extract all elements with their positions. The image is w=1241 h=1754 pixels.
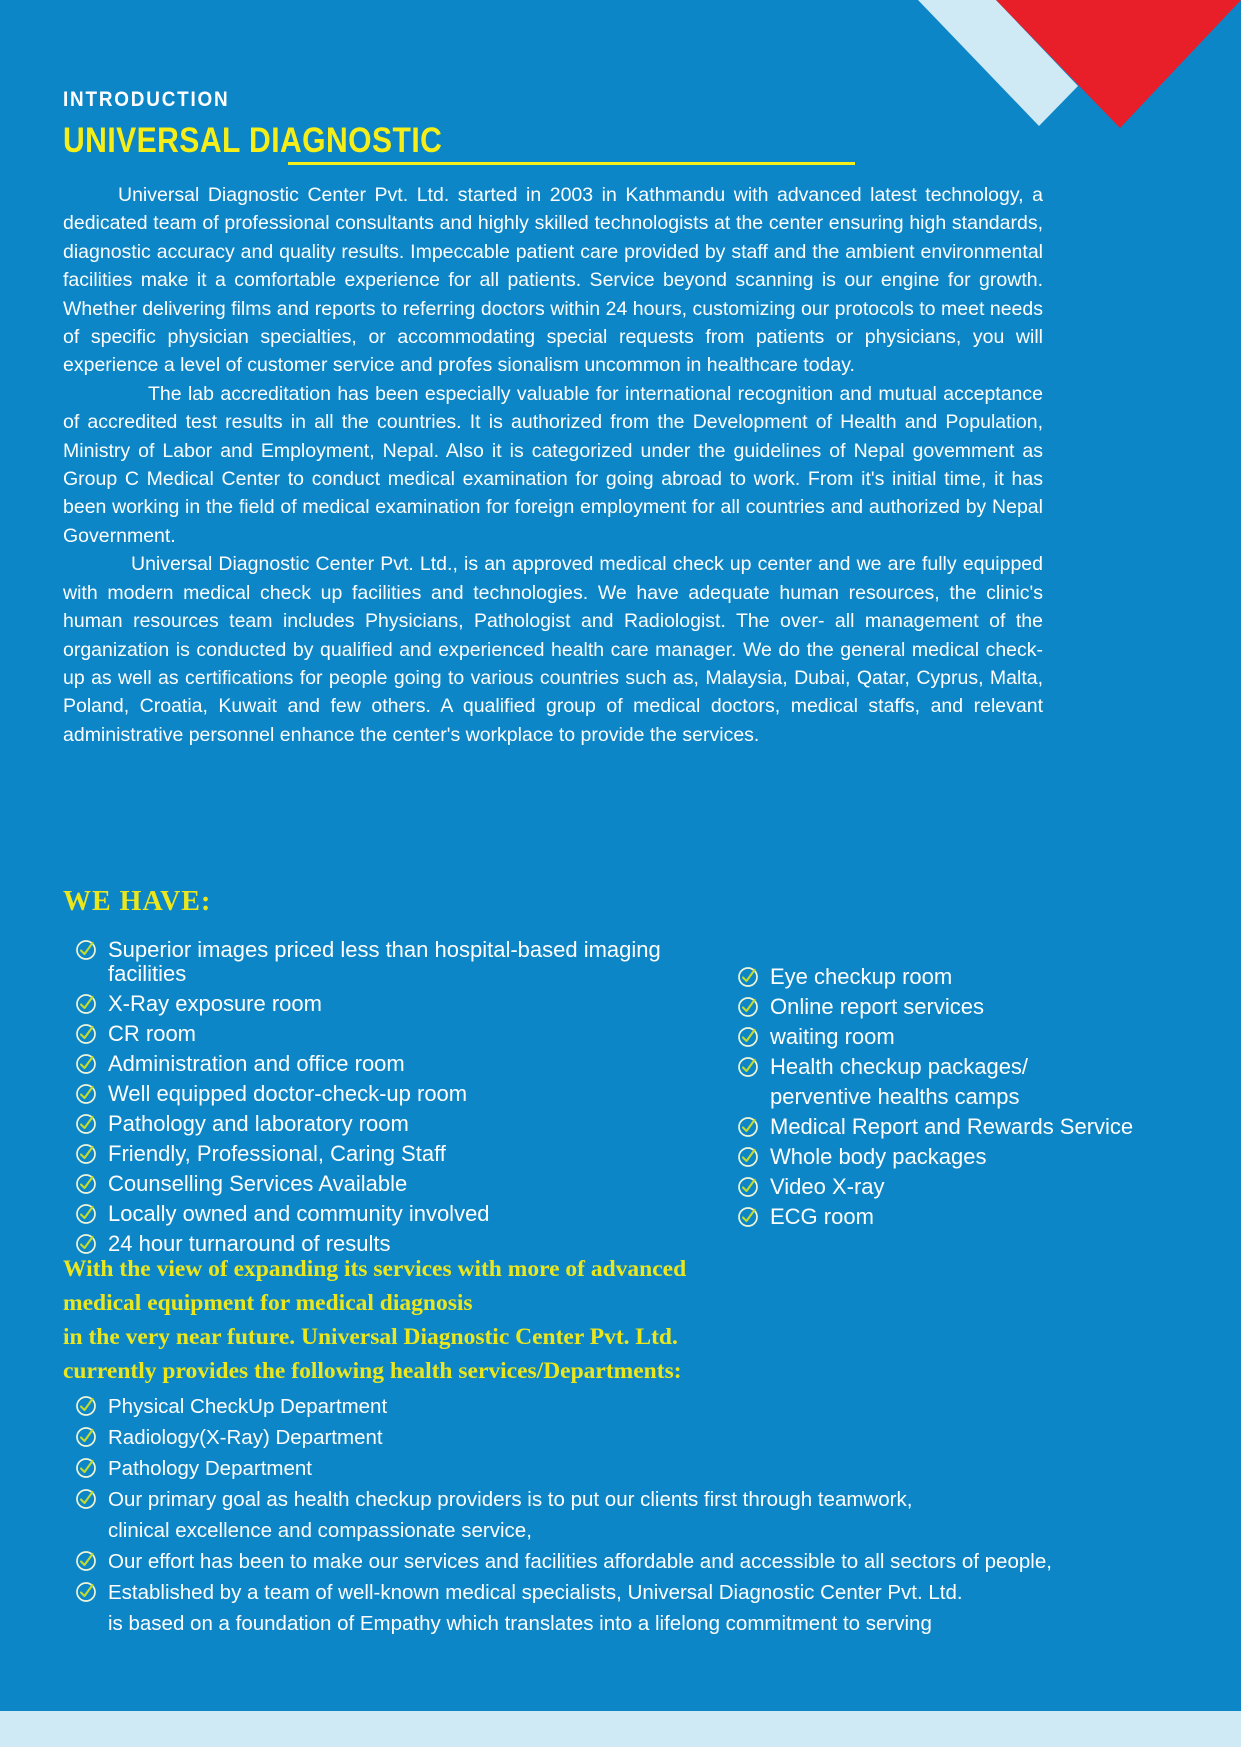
list-item: [75, 1082, 735, 1106]
list-item: [737, 1205, 1197, 1229]
list-item-label: ECG room: [770, 1204, 874, 1229]
check-circle-icon: [737, 1056, 759, 1078]
list-item-label: perventive healths camps: [770, 1084, 1020, 1109]
list-item-label: Well equipped doctor-check-up room: [108, 1081, 468, 1106]
check-circle-icon: [75, 939, 97, 961]
list-item-label: Counselling Services Available: [108, 1171, 408, 1196]
list-item: [737, 995, 1197, 1019]
check-circle-icon: [75, 1457, 97, 1479]
check-circle-icon: [75, 1203, 97, 1225]
list-item-label: Our effort has been to make our services and facilities affordable and accessible to all sectors of people,: [108, 1550, 1052, 1573]
list-item: [737, 1055, 1197, 1079]
intro-copy: [63, 181, 1043, 749]
list-item-label: Administration and office room: [108, 1051, 405, 1076]
list-item-label: Superior images priced less than hospital-based imaging facilities: [108, 937, 661, 986]
bottom-band-white: [0, 1747, 1241, 1754]
list-item-label: Online report services: [770, 994, 984, 1019]
list-item-label: X-Ray exposure room: [108, 991, 322, 1016]
facilities-list-right: [737, 965, 1197, 1235]
list-item-continuation: [75, 1611, 1205, 1636]
check-circle-icon: [737, 1206, 759, 1228]
section-eyebrow: INTRODUCTION: [63, 88, 230, 111]
check-circle-icon: [75, 1143, 97, 1165]
check-circle-icon: [737, 966, 759, 988]
list-item-label: 24 hour turnaround of results: [108, 1231, 391, 1256]
check-circle-icon: [75, 1488, 97, 1510]
list-item-label: Established by a team of well-known medical specialists, Universal Diagnostic Center Pvt. Ltd.: [108, 1581, 963, 1604]
we-have-heading: WE HAVE:: [63, 886, 212, 917]
list-item-label: Pathology Department: [108, 1457, 312, 1480]
departments-list: [75, 1394, 1205, 1642]
check-circle-icon: [737, 996, 759, 1018]
check-circle-icon: [75, 1023, 97, 1045]
list-item: [75, 1142, 735, 1166]
list-item: [75, 1549, 1205, 1574]
list-item-continuation: [75, 1518, 1205, 1543]
list-item: [737, 1115, 1197, 1139]
list-item-label: CR room: [108, 1021, 197, 1046]
check-circle-icon: [75, 1113, 97, 1135]
list-item: [737, 965, 1197, 989]
list-item: [75, 1022, 735, 1046]
check-circle-icon: [75, 993, 97, 1015]
page-title: UNIVERSAL DIAGNOSTIC: [63, 121, 443, 160]
list-item-label: Friendly, Professional, Caring Staff: [108, 1141, 446, 1166]
list-item: [75, 1202, 735, 1226]
list-item-label: Locally owned and community involved: [108, 1201, 490, 1226]
check-circle-icon: [75, 1550, 97, 1572]
check-circle-icon: [75, 1173, 97, 1195]
expansion-note-line: currently provides the following health services/Departments:: [63, 1358, 682, 1384]
list-item: [75, 1580, 1205, 1605]
check-circle-icon: [737, 1176, 759, 1198]
paragraph-history: Universal Diagnostic Center Pvt. Ltd. started in 2003 in Kathmandu with advanced latest technology, a dedicated team of professional consultants and highly skilled technologists at the center ensuring high standards, diagnostic accuracy and quality results. Impeccable patient care provided by staff and the ambient environmental facilities make it a comfortable experience for all patients. Service beyond scanning is our engine for growth. Whether delivering films and reports to referring doctors within 24 hours, customizing our protocols to meet needs of specific physician specialties, or accommodating special requests from patients or physicians, you will experience a level of customer service and profes sionalism uncommon in healthcare today.: [63, 184, 1043, 377]
check-circle-icon: [75, 1426, 97, 1448]
list-item-label: Medical Report and Rewards Service: [770, 1114, 1134, 1139]
bottom-band-light-blue: [0, 1711, 1241, 1747]
expansion-note-line: With the view of expanding its services with more of advanced: [63, 1256, 687, 1282]
check-circle-icon: [737, 1116, 759, 1138]
list-item: [737, 1175, 1197, 1199]
check-circle-icon: [75, 1053, 97, 1075]
list-item: [75, 1456, 1205, 1481]
list-item-label: waiting room: [770, 1024, 895, 1049]
list-item-label: Pathology and laboratory room: [108, 1111, 409, 1136]
list-item-label: Radiology(X-Ray) Department: [108, 1426, 383, 1449]
expansion-note-line: in the very near future. Universal Diagnostic Center Pvt. Ltd.: [63, 1324, 678, 1350]
paragraph-approved-center: Universal Diagnostic Center Pvt. Ltd., is an approved medical check up center and we are fully equipped with modern medical check up facilities and technologies. We have adequate human resources, the clinic's human resources team includes Physicians, Pathologist and Radiologist. The over- all management of the organization is conducted by qualified and experienced health care manager. We do the general medical check-up as well as certifications for people going to various countries such as, Malaysia, Dubai, Qatar, Cyprus, Malta, Poland, Croatia, Kuwait and few others. A qualified group of medical doctors, medical staffs, and relevant administrative personnel enhance the center's workplace to provide the services.: [63, 553, 1043, 746]
paragraph-accreditation: The lab accreditation has been especially valuable for international recognition and mutual acceptance of accredited test results in all the countries. It is authorized from the Development of Health and Population, Ministry of Labor and Employment, Nepal. Also it is categorized under the guidelines of Nepal govemment as Group C Medical Center to conduct medical examination for going abroad to work. From it's initial time, it has been working in the field of medical examination for foreign employment for all countries and authorized by Nepal Government.: [63, 382, 1043, 547]
list-item: [75, 1425, 1205, 1450]
list-item: [75, 1112, 735, 1136]
list-item: [75, 1172, 735, 1196]
list-item-label: clinical excellence and compassionate service,: [108, 1519, 532, 1542]
expansion-note: [63, 1252, 823, 1388]
expansion-note-line: medical equipment for medical diagnosis: [63, 1290, 473, 1316]
facilities-list-left: [75, 938, 735, 1262]
list-item-label: Our primary goal as health checkup providers is to put our clients first through teamwork,: [108, 1488, 913, 1511]
title-underline: [288, 162, 855, 165]
list-item: [75, 992, 735, 1016]
check-circle-icon: [75, 1581, 97, 1603]
list-item-label: Physical CheckUp Department: [108, 1395, 388, 1418]
list-item-label: Health checkup packages/: [770, 1054, 1029, 1079]
list-item-label: Video X-ray: [770, 1174, 885, 1199]
list-item-label: is based on a foundation of Empathy which translates into a lifelong commitment to serving: [108, 1612, 932, 1635]
check-circle-icon: [737, 1146, 759, 1168]
list-item-continuation: [737, 1085, 1197, 1109]
list-item: [75, 1487, 1205, 1512]
check-circle-icon: [737, 1026, 759, 1048]
check-circle-icon: [75, 1083, 97, 1105]
list-item: [737, 1145, 1197, 1169]
list-item: [75, 1394, 1205, 1419]
list-item-label: Eye checkup room: [770, 964, 953, 989]
list-item: [75, 938, 735, 986]
list-item: [75, 1052, 735, 1076]
list-item: [737, 1025, 1197, 1049]
list-item-label: Whole body packages: [770, 1144, 987, 1169]
check-circle-icon: [75, 1395, 97, 1417]
